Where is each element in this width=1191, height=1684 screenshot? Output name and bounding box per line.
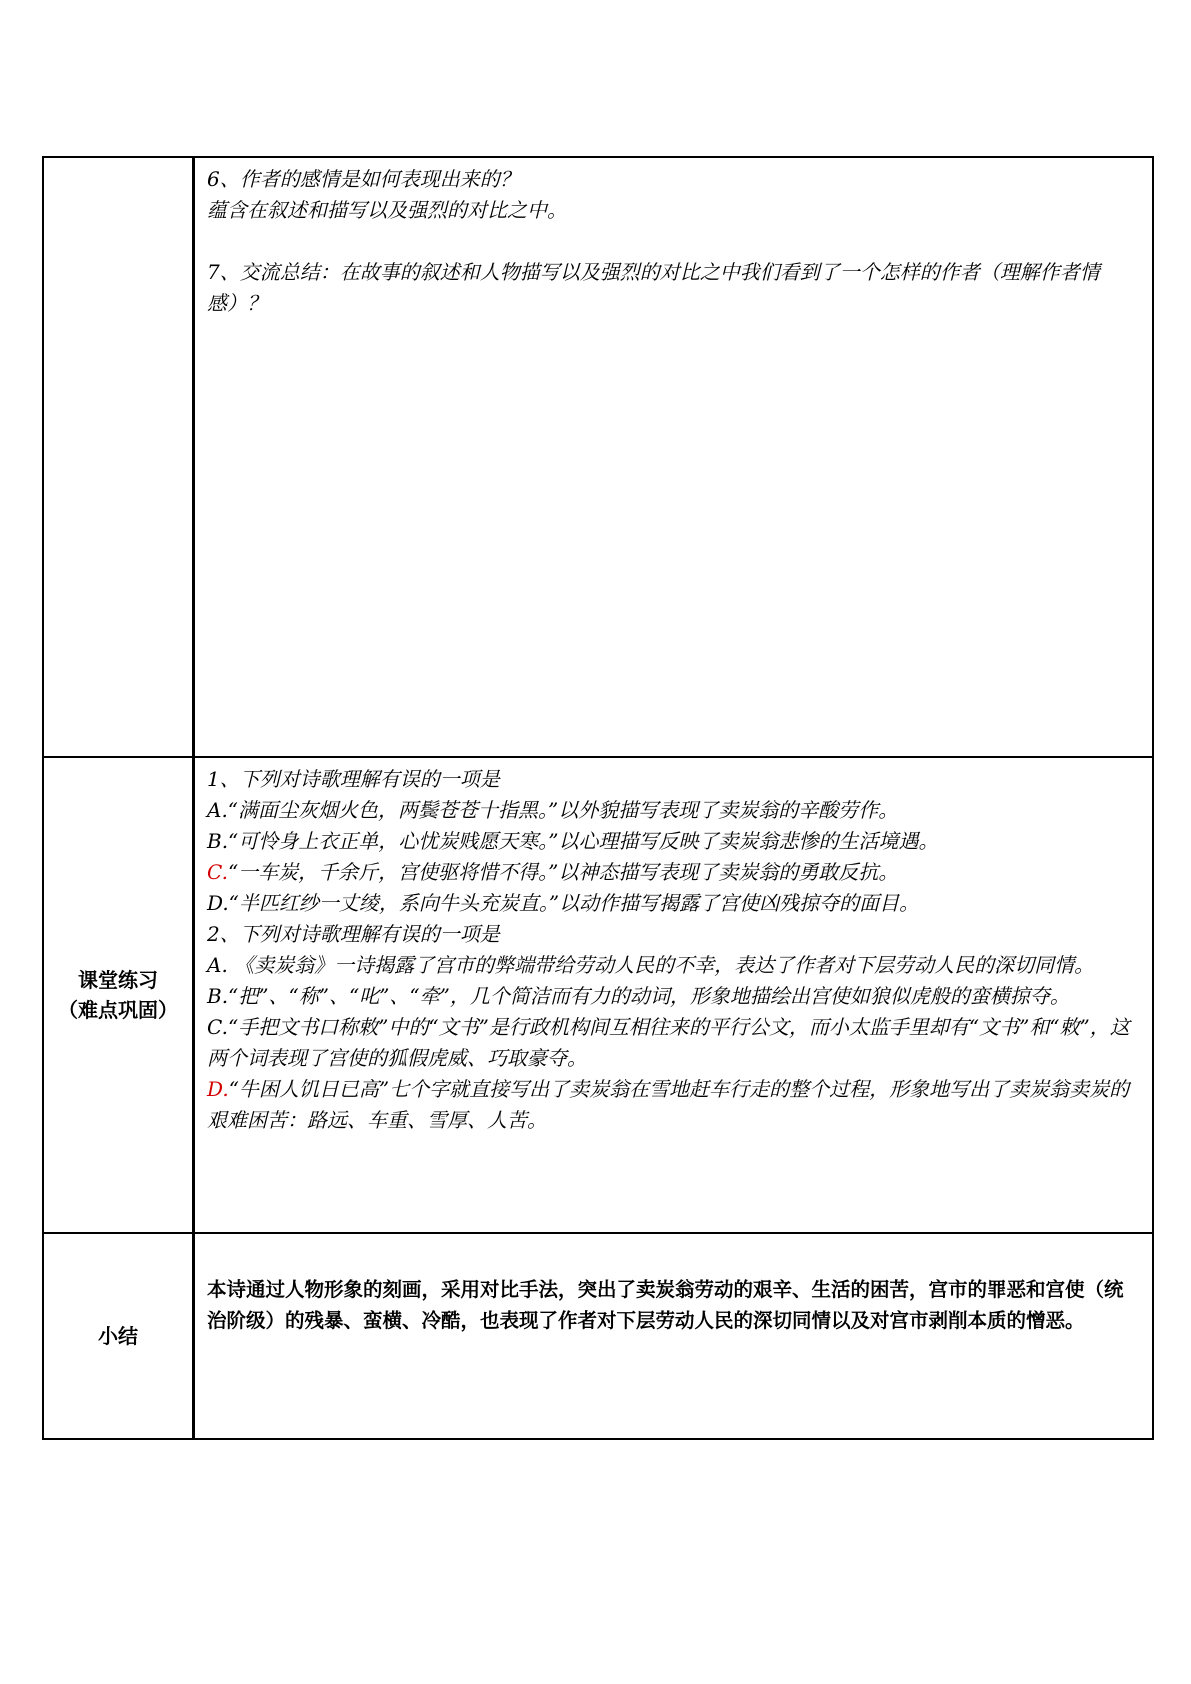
q2-option-d [207,1074,1140,1136]
reflection-content-cell [194,157,1154,757]
practice-question-2: 2、下列对诗歌理解有误的一项是 [207,922,500,946]
practice-label-line2: （难点巩固） [58,998,178,1022]
q2-option-d-text: “牛困人饥日已高”七个字就直接写出了卖炭翁在雪地赶车行走的整个过程，形象地写出了卖炭翁卖炭的艰难困苦：路远、车重、雪厚、人苦。 [207,1077,1130,1132]
q1-option-d: D.“半匹红纱一丈绫，系向牛头充炭直。”以动作描写揭露了宫使凶残掠夺的面目。 [207,891,920,915]
summary-label-cell [43,1233,194,1439]
q1-option-a: A.“满面尘灰烟火色，两鬓苍苍十指黑。”以外貌描写表现了卖炭翁的辛酸劳作。 [207,798,899,822]
row-label-cell-empty [43,157,194,757]
table-row-summary [43,1233,1153,1439]
q2-option-d-letter: D. [207,1077,229,1101]
summary-content-cell [194,1233,1154,1439]
question-6: 6、作者的感情是如何表现出来的？ [207,167,520,191]
table-row-reflection [43,157,1153,757]
table-row-practice [43,757,1153,1233]
q2-option-a: A. 《卖炭翁》一诗揭露了宫市的弊端带给劳动人民的不幸，表达了作者对下层劳动人民的深切同情。 [207,953,1095,977]
practice-content-cell [194,757,1154,1233]
question-7: 7、交流总结：在故事的叙述和人物描写以及强烈的对比之中我们看到了一个怎样的作者（理解作者情感）？ [207,260,1100,315]
q1-option-c [207,857,1140,888]
q2-option-b: B.“把”、“称”、“叱”、“牵”，几个简洁而有力的动词，形象地描绘出宫使如狼似虎般的蛮横掠夺。 [207,984,1070,1008]
summary-label: 小结 [98,1324,138,1348]
practice-label-cell [43,757,194,1233]
q1-option-c-letter: C. [207,860,228,884]
answer-6: 蕴含在叙述和描写以及强烈的对比之中。 [207,198,567,222]
practice-label-line1: 课堂练习 [78,968,158,992]
q1-option-b: B.“可怜身上衣正单，心忧炭贱愿天寒。”以心理描写反映了卖炭翁悲惨的生活境遇。 [207,829,939,853]
practice-question-1: 1、下列对诗歌理解有误的一项是 [207,767,500,791]
summary-text: 本诗通过人物形象的刻画，采用对比手法，突出了卖炭翁劳动的艰辛、生活的困苦，宫市的罪恶和宫使（统治阶级）的残暴、蛮横、冷酷，也表现了作者对下层劳动人民的深切同情以及对宫市剥削本质的憎恶。 [207,1278,1124,1332]
lesson-plan-table [42,156,1154,1440]
q2-option-c: C.“手把文书口称敕”中的“文书”是行政机构间互相往来的平行公文，而小太监手里却有“文书”和“敕”，这两个词表现了宫使的狐假虎威、巧取豪夺。 [207,1015,1130,1070]
q1-option-c-text: “一车炭，千余斤，宫使驱将惜不得。”以神态描写表现了卖炭翁的勇敢反抗。 [227,860,899,884]
